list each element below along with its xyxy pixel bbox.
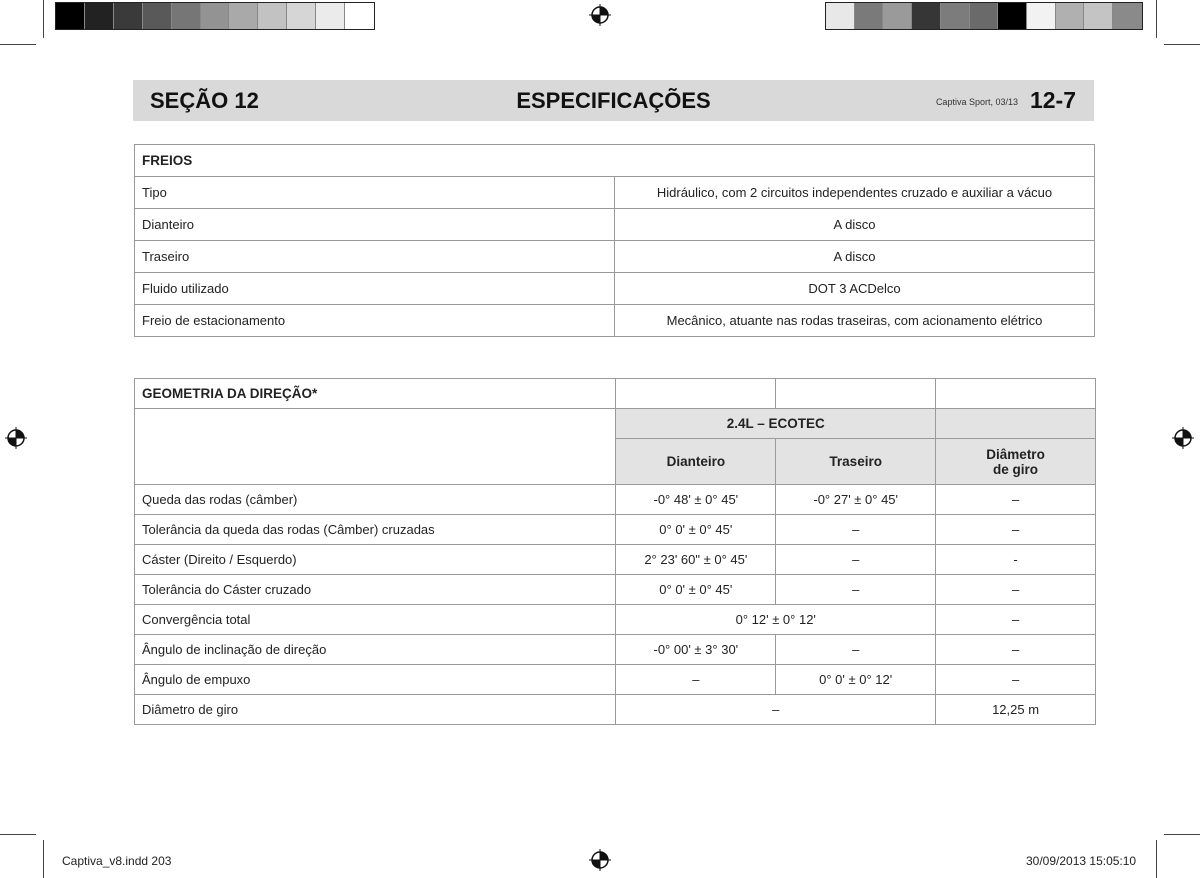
rear-value: – bbox=[776, 575, 936, 605]
color-swatch bbox=[287, 3, 316, 29]
color-swatch bbox=[229, 3, 258, 29]
crop-mark bbox=[43, 0, 44, 38]
row-label: Ângulo de inclinação de direção bbox=[135, 635, 616, 665]
table-row bbox=[135, 485, 1096, 515]
crop-mark bbox=[1164, 44, 1200, 45]
row-value: Mecânico, atuante nas rodas traseiras, com acionamento elétrico bbox=[615, 305, 1095, 337]
row-label: Diâmetro de giro bbox=[135, 695, 616, 725]
color-swatch bbox=[1056, 3, 1085, 29]
crop-mark bbox=[0, 834, 36, 835]
color-swatch bbox=[883, 3, 912, 29]
page-header bbox=[133, 80, 1094, 121]
col-header-front: Dianteiro bbox=[616, 439, 776, 485]
color-swatch bbox=[201, 3, 230, 29]
table-row bbox=[135, 635, 1096, 665]
rear-value: 0° 0' ± 0° 12' bbox=[776, 665, 936, 695]
table-row bbox=[135, 695, 1096, 725]
empty-cell bbox=[776, 379, 936, 409]
color-swatch bbox=[172, 3, 201, 29]
color-swatch bbox=[1084, 3, 1113, 29]
color-swatch bbox=[345, 3, 374, 29]
crop-mark bbox=[0, 44, 36, 45]
color-swatch bbox=[1027, 3, 1056, 29]
empty-cell bbox=[936, 409, 1096, 439]
table-row bbox=[135, 545, 1096, 575]
edition-label: Captiva Sport, 03/13 bbox=[935, 97, 1018, 107]
turn-value: 12,25 m bbox=[936, 695, 1096, 725]
row-label: Convergência total bbox=[135, 605, 616, 635]
row-label: Tolerância da queda das rodas (Câmber) cruzadas bbox=[135, 515, 616, 545]
color-swatch bbox=[258, 3, 287, 29]
section-title: SEÇÃO 12 bbox=[150, 88, 259, 113]
page-number: 12-7 bbox=[1029, 87, 1076, 113]
geometry-title: GEOMETRIA DA DIREÇÃO* bbox=[135, 379, 616, 409]
col-header-rear: Traseiro bbox=[776, 439, 936, 485]
crop-mark bbox=[1156, 840, 1157, 878]
registration-mark-icon bbox=[589, 849, 611, 871]
row-label: Queda das rodas (câmber) bbox=[135, 485, 616, 515]
crop-mark bbox=[43, 840, 44, 878]
turn-value: – bbox=[936, 665, 1096, 695]
color-swatch bbox=[912, 3, 941, 29]
rear-value: – bbox=[776, 515, 936, 545]
front-value: – bbox=[616, 665, 776, 695]
color-swatch bbox=[143, 3, 172, 29]
empty-cell bbox=[616, 379, 776, 409]
table-row bbox=[135, 209, 1095, 241]
row-value: Hidráulico, com 2 circuitos independentes cruzado e auxiliar a vácuo bbox=[615, 177, 1095, 209]
row-label: Fluido utilizado bbox=[135, 273, 615, 305]
registration-mark-icon bbox=[589, 4, 611, 26]
row-label: Freio de estacionamento bbox=[135, 305, 615, 337]
color-swatch bbox=[855, 3, 884, 29]
steering-geometry-table bbox=[134, 378, 1096, 725]
table-row bbox=[135, 575, 1096, 605]
front-value: -0° 00' ± 3° 30' bbox=[616, 635, 776, 665]
row-label: Tipo bbox=[135, 177, 615, 209]
rear-value: – bbox=[776, 545, 936, 575]
color-swatch bbox=[114, 3, 143, 29]
row-label: Ângulo de empuxo bbox=[135, 665, 616, 695]
table-row bbox=[135, 605, 1096, 635]
engine-header: 2.4L – ECOTEC bbox=[616, 409, 936, 439]
front-value: -0° 48' ± 0° 45' bbox=[616, 485, 776, 515]
table-row bbox=[135, 665, 1096, 695]
front-value: 0° 0' ± 0° 45' bbox=[616, 515, 776, 545]
empty-cell bbox=[135, 409, 616, 485]
row-label: Traseiro bbox=[135, 241, 615, 273]
row-value: A disco bbox=[615, 209, 1095, 241]
table-row bbox=[135, 305, 1095, 337]
table-row bbox=[135, 177, 1095, 209]
color-swatch bbox=[85, 3, 114, 29]
chapter-title: ESPECIFICAÇÕES bbox=[516, 88, 711, 113]
merged-value: 0° 12' ± 0° 12' bbox=[616, 605, 936, 635]
table-header-row bbox=[135, 379, 1096, 409]
row-label: Dianteiro bbox=[135, 209, 615, 241]
col-header-turn-line2: de giro bbox=[993, 461, 1039, 477]
turn-value: – bbox=[936, 575, 1096, 605]
row-label: Cáster (Direito / Esquerdo) bbox=[135, 545, 616, 575]
col-header-turn-line1: Diâmetro bbox=[986, 446, 1045, 462]
color-swatch bbox=[998, 3, 1027, 29]
color-calibration-bar-right bbox=[825, 2, 1143, 30]
color-swatch bbox=[970, 3, 999, 29]
color-swatch bbox=[1113, 3, 1142, 29]
brakes-title: FREIOS bbox=[135, 145, 1095, 177]
crop-mark bbox=[1164, 834, 1200, 835]
color-swatch bbox=[316, 3, 345, 29]
color-swatch bbox=[941, 3, 970, 29]
row-value: DOT 3 ACDelco bbox=[615, 273, 1095, 305]
registration-mark-icon bbox=[5, 427, 27, 449]
table-row bbox=[135, 273, 1095, 305]
turn-value: - bbox=[936, 545, 1096, 575]
turn-value: – bbox=[936, 515, 1096, 545]
color-swatch bbox=[826, 3, 855, 29]
rear-value: -0° 27' ± 0° 45' bbox=[776, 485, 936, 515]
turn-value: – bbox=[936, 485, 1096, 515]
front-value: 0° 0' ± 0° 45' bbox=[616, 575, 776, 605]
registration-mark-icon bbox=[1172, 427, 1194, 449]
crop-mark bbox=[1156, 0, 1157, 38]
brakes-table bbox=[134, 144, 1095, 337]
row-label: Tolerância do Cáster cruzado bbox=[135, 575, 616, 605]
table-row bbox=[135, 515, 1096, 545]
merged-value: – bbox=[616, 695, 936, 725]
turn-value: – bbox=[936, 605, 1096, 635]
row-value: A disco bbox=[615, 241, 1095, 273]
rear-value: – bbox=[776, 635, 936, 665]
empty-cell bbox=[936, 379, 1096, 409]
col-header-turn-diameter bbox=[936, 439, 1096, 485]
front-value: 2° 23' 60" ± 0° 45' bbox=[616, 545, 776, 575]
table-header-row bbox=[135, 145, 1095, 177]
color-calibration-bar-left bbox=[55, 2, 375, 30]
turn-value: – bbox=[936, 635, 1096, 665]
table-header-row bbox=[135, 409, 1096, 439]
footer-datetime: 30/09/2013 15:05:10 bbox=[1026, 854, 1137, 868]
footer-file-info: Captiva_v8.indd 203 bbox=[62, 854, 172, 868]
table-row bbox=[135, 241, 1095, 273]
color-swatch bbox=[56, 3, 85, 29]
